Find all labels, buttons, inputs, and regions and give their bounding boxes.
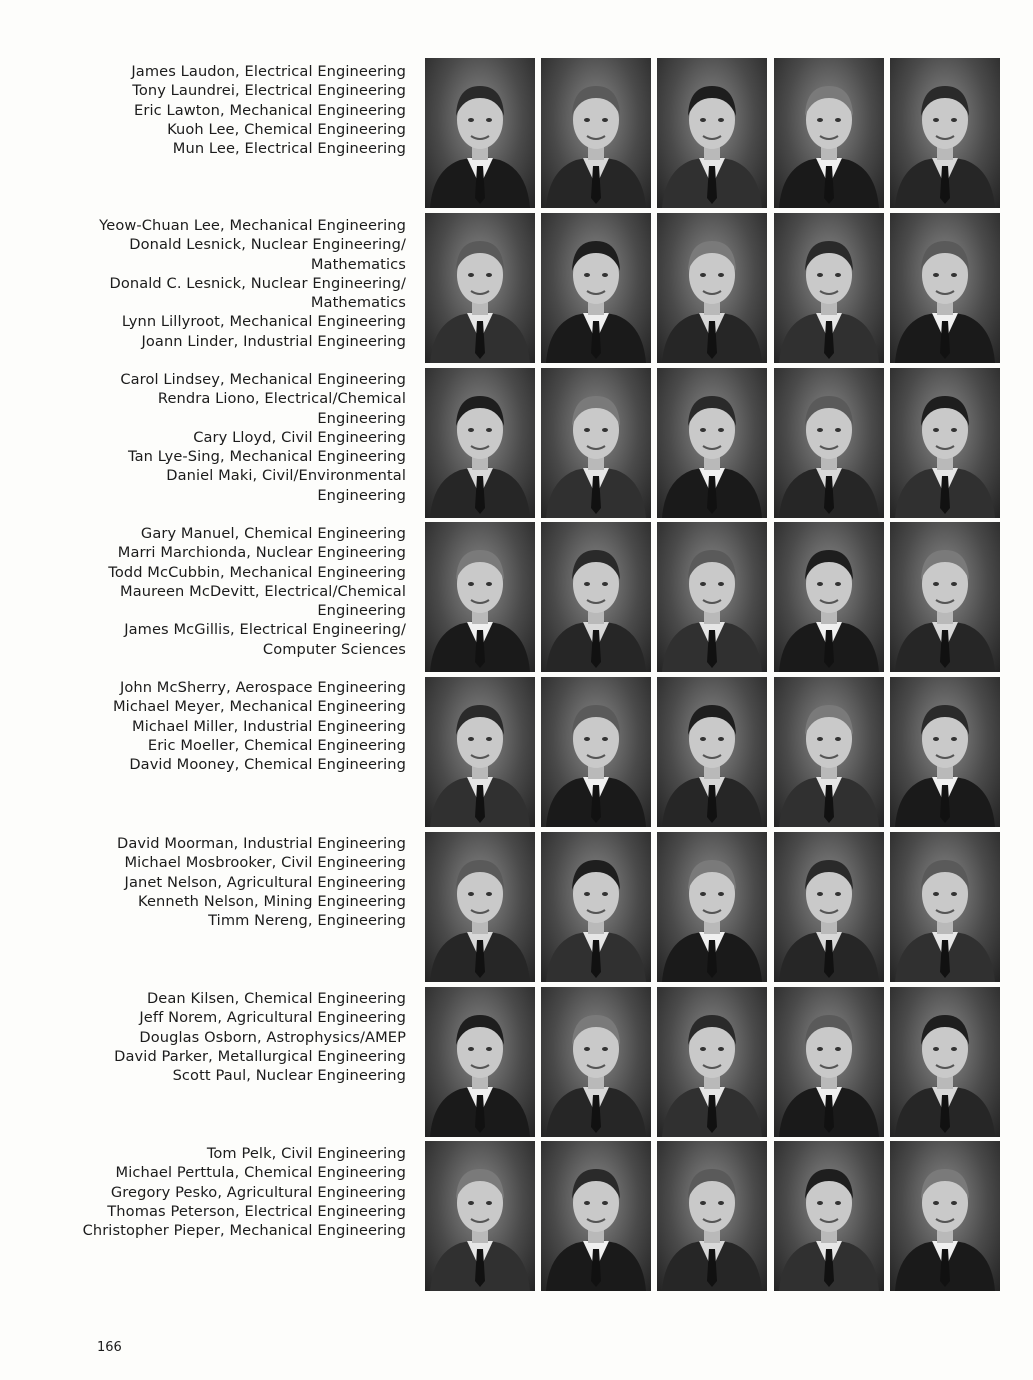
portrait-photo — [774, 522, 884, 672]
name-caption: David Parker, Metallurgical Engineering — [114, 1047, 406, 1065]
portrait-photo — [541, 368, 651, 518]
portrait-photo — [774, 832, 884, 982]
portrait-photo — [890, 368, 1000, 518]
portrait-photo — [657, 368, 767, 518]
portrait-photo — [774, 368, 884, 518]
name-caption: David Mooney, Chemical Engineering — [129, 756, 406, 774]
name-caption: Maureen McDevitt, Electrical/Chemical — [120, 582, 406, 600]
portrait-photo — [541, 213, 651, 363]
portrait-photo — [774, 1141, 884, 1291]
portrait-photo — [425, 1141, 535, 1291]
name-caption: Computer Sciences — [262, 640, 406, 658]
name-caption: James Laudon, Electrical Engineering — [131, 63, 406, 80]
name-caption: Carol Lindsey, Mechanical Engineering — [120, 371, 406, 388]
name-caption: Janet Nelson, Agricultural Engineering — [124, 873, 406, 891]
portrait-photo — [657, 213, 767, 363]
name-caption: Donald C. Lesnick, Nuclear Engineering/ — [109, 274, 406, 292]
name-caption: Engineering — [317, 486, 406, 504]
portrait-photo — [774, 213, 884, 363]
portrait-photo — [890, 1141, 1000, 1291]
name-caption: Lynn Lillyroot, Mechanical Engineering — [121, 313, 406, 331]
name-caption: Mathematics — [310, 294, 406, 312]
name-caption: Douglas Osborn, Astrophysics/AMEP — [139, 1028, 406, 1046]
name-caption: Jeff Norem, Agricultural Engineering — [139, 1009, 406, 1027]
name-caption: Todd McCubbin, Mechanical Engineering — [108, 563, 406, 581]
portrait-photo — [657, 1141, 767, 1291]
portrait-photo — [890, 987, 1000, 1137]
name-caption: Rendra Liono, Electrical/Chemical — [157, 390, 406, 408]
portrait-photo — [890, 213, 1000, 363]
name-caption: Scott Paul, Nuclear Engineering — [172, 1067, 406, 1085]
name-caption: Dean Kilsen, Chemical Engineering — [146, 990, 406, 1007]
name-caption: Mathematics — [310, 255, 406, 273]
name-list-3 — [46, 370, 406, 505]
portrait-photo — [425, 368, 535, 518]
portrait-photo — [657, 58, 767, 208]
name-caption: Michael Miller, Industrial Engineering — [132, 717, 406, 735]
name-caption: Michael Mosbrooker, Civil Engineering — [124, 854, 406, 872]
name-caption: Gary Manuel, Chemical Engineering — [140, 525, 406, 542]
name-list-8 — [46, 1144, 406, 1240]
name-caption: Tom Pelk, Civil Engineering — [206, 1145, 406, 1162]
name-caption: Michael Perttula, Chemical Engineering — [115, 1164, 406, 1182]
portrait-photo — [541, 1141, 651, 1291]
portrait-photo — [657, 522, 767, 672]
name-caption: Joann Linder, Industrial Engineering — [141, 332, 406, 350]
name-list-5 — [46, 678, 406, 774]
name-caption: Engineering — [317, 602, 406, 620]
name-caption: Christopher Pieper, Mechanical Engineering — [82, 1222, 406, 1240]
portrait-photo — [774, 677, 884, 827]
name-caption: Kenneth Nelson, Mining Engineering — [138, 892, 406, 910]
name-list-7 — [46, 989, 406, 1085]
name-caption: Kuoh Lee, Chemical Engineering — [167, 120, 406, 138]
name-list-1 — [46, 62, 406, 158]
portrait-photo — [657, 832, 767, 982]
portrait-photo — [541, 987, 651, 1137]
portrait-photo — [425, 832, 535, 982]
portrait-photo — [657, 677, 767, 827]
name-caption: Mun Lee, Electrical Engineering — [172, 140, 406, 158]
name-caption: Marri Marchionda, Nuclear Engineering — [117, 544, 406, 562]
portrait-photo — [890, 832, 1000, 982]
name-caption: James McGillis, Electrical Engineering/ — [124, 621, 406, 639]
name-list-2 — [46, 216, 406, 351]
portrait-photo — [425, 58, 535, 208]
name-caption: Gregory Pesko, Agricultural Engineering — [110, 1183, 406, 1201]
name-caption: Daniel Maki, Civil/Environmental — [166, 467, 406, 485]
name-caption: Eric Lawton, Mechanical Engineering — [134, 101, 406, 119]
name-caption: Cary Lloyd, Civil Engineering — [193, 428, 406, 446]
portrait-photo — [425, 987, 535, 1137]
name-caption: Engineering — [317, 409, 406, 427]
name-caption: Donald Lesnick, Nuclear Engineering/ — [129, 236, 406, 254]
name-caption: Michael Meyer, Mechanical Engineering — [112, 698, 406, 716]
portrait-photo — [890, 522, 1000, 672]
portrait-photo — [541, 677, 651, 827]
portrait-photo — [541, 522, 651, 672]
portrait-photo — [425, 677, 535, 827]
name-caption: John McSherry, Aerospace Engineering — [119, 679, 406, 696]
portrait-photo — [890, 677, 1000, 827]
portrait-photo — [774, 58, 884, 208]
name-caption: Yeow-Chuan Lee, Mechanical Engineering — [99, 217, 406, 234]
portrait-photo — [425, 522, 535, 672]
name-list-6 — [46, 834, 406, 930]
portrait-photo — [425, 213, 535, 363]
name-caption: David Moorman, Industrial Engineering — [117, 835, 406, 852]
portrait-photo — [774, 987, 884, 1137]
name-caption: Eric Moeller, Chemical Engineering — [147, 736, 406, 754]
portrait-photo — [541, 58, 651, 208]
name-caption: Tan Lye-Sing, Mechanical Engineering — [127, 448, 406, 466]
page-number: 166 — [97, 1340, 122, 1355]
portrait-photo — [890, 58, 1000, 208]
portrait-photo — [541, 832, 651, 982]
name-list-4 — [46, 524, 406, 659]
name-caption: Thomas Peterson, Electrical Engineering — [107, 1202, 406, 1220]
name-caption: Timm Nereng, Engineering — [208, 912, 406, 930]
portrait-photo — [657, 987, 767, 1137]
name-caption: Tony Laundrei, Electrical Engineering — [132, 82, 406, 100]
